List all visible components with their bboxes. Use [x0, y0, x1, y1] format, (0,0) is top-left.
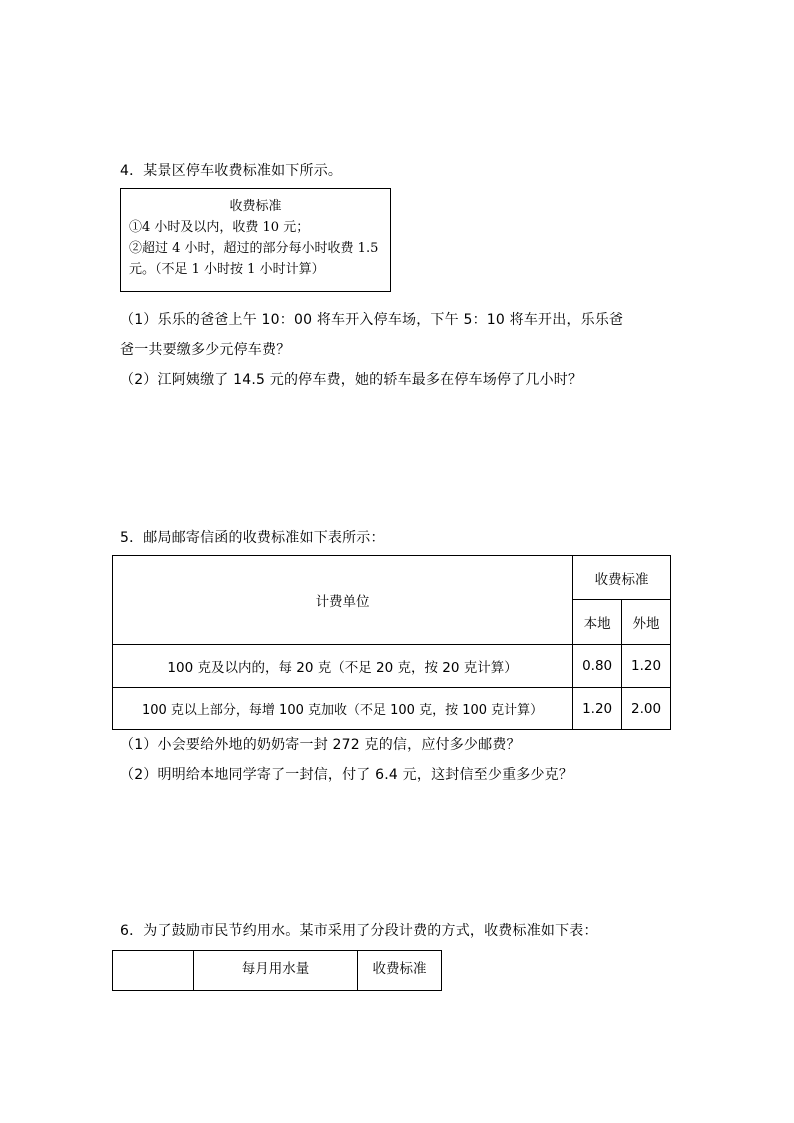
- local-header: 本地: [573, 600, 622, 645]
- table-row: [113, 645, 671, 688]
- q4-title: 4．某景区停车收费标准如下所示。: [120, 163, 343, 179]
- parking-fee-box-title: 收费标准: [229, 199, 282, 214]
- table-row: [113, 688, 671, 730]
- q6-title: 6．为了鼓励市民节约用水。某市采用了分段计费的方式，收费标准如下表：: [120, 923, 598, 939]
- row-label: 100 克及以内的，每 20 克（不足 20 克，按 20 克计算）: [113, 645, 573, 688]
- parking-fee-rule-1: ①4 小时及以内，收费 10 元；: [129, 220, 310, 235]
- row-local: 1.20: [573, 688, 622, 730]
- q5-sub2: （2）明明给本地同学寄了一封信，付了 6.4 元，这封信至少重多少克？: [120, 767, 574, 783]
- parking-fee-rule-3: 元。（不足 1 小时按 1 小时计算）: [129, 262, 325, 277]
- q5-sub1: （1）小会要给外地的奶奶寄一封 272 克的信，应付多少邮费？: [120, 737, 521, 753]
- fee-header: 收费标准: [573, 556, 671, 600]
- q4-sub2: （2）江阿姨缴了 14.5 元的停车费，她的轿车最多在停车场停了几小时？: [120, 372, 583, 388]
- row-local: 0.80: [573, 645, 622, 688]
- q5-title: 5．邮局邮寄信函的收费标准如下表所示：: [120, 530, 385, 546]
- row-remote: 2.00: [622, 688, 671, 730]
- q4-sub1-line1: （1）乐乐的爸爸上午 10：00 将车开入停车场，下午 5：10 将车开出，乐乐爸: [120, 312, 624, 328]
- unit-header: 计费单位: [113, 556, 573, 645]
- water-fee-header: 收费标准: [358, 951, 442, 991]
- water-fee-table: [112, 950, 442, 991]
- water-col1-header: [113, 951, 194, 991]
- postage-table: [112, 555, 671, 730]
- parking-fee-rule-2: ②超过 4 小时，超过的部分每小时收费 1.5: [129, 241, 379, 256]
- parking-fee-box: [120, 188, 391, 292]
- row-remote: 1.20: [622, 645, 671, 688]
- water-usage-header: 每月用水量: [194, 951, 358, 991]
- q4-sub1-line2: 爸一共要缴多少元停车费？: [120, 342, 291, 358]
- remote-header: 外地: [622, 600, 671, 645]
- row-label: 100 克以上部分，每增 100 克加收（不足 100 克，按 100 克计算）: [113, 688, 573, 730]
